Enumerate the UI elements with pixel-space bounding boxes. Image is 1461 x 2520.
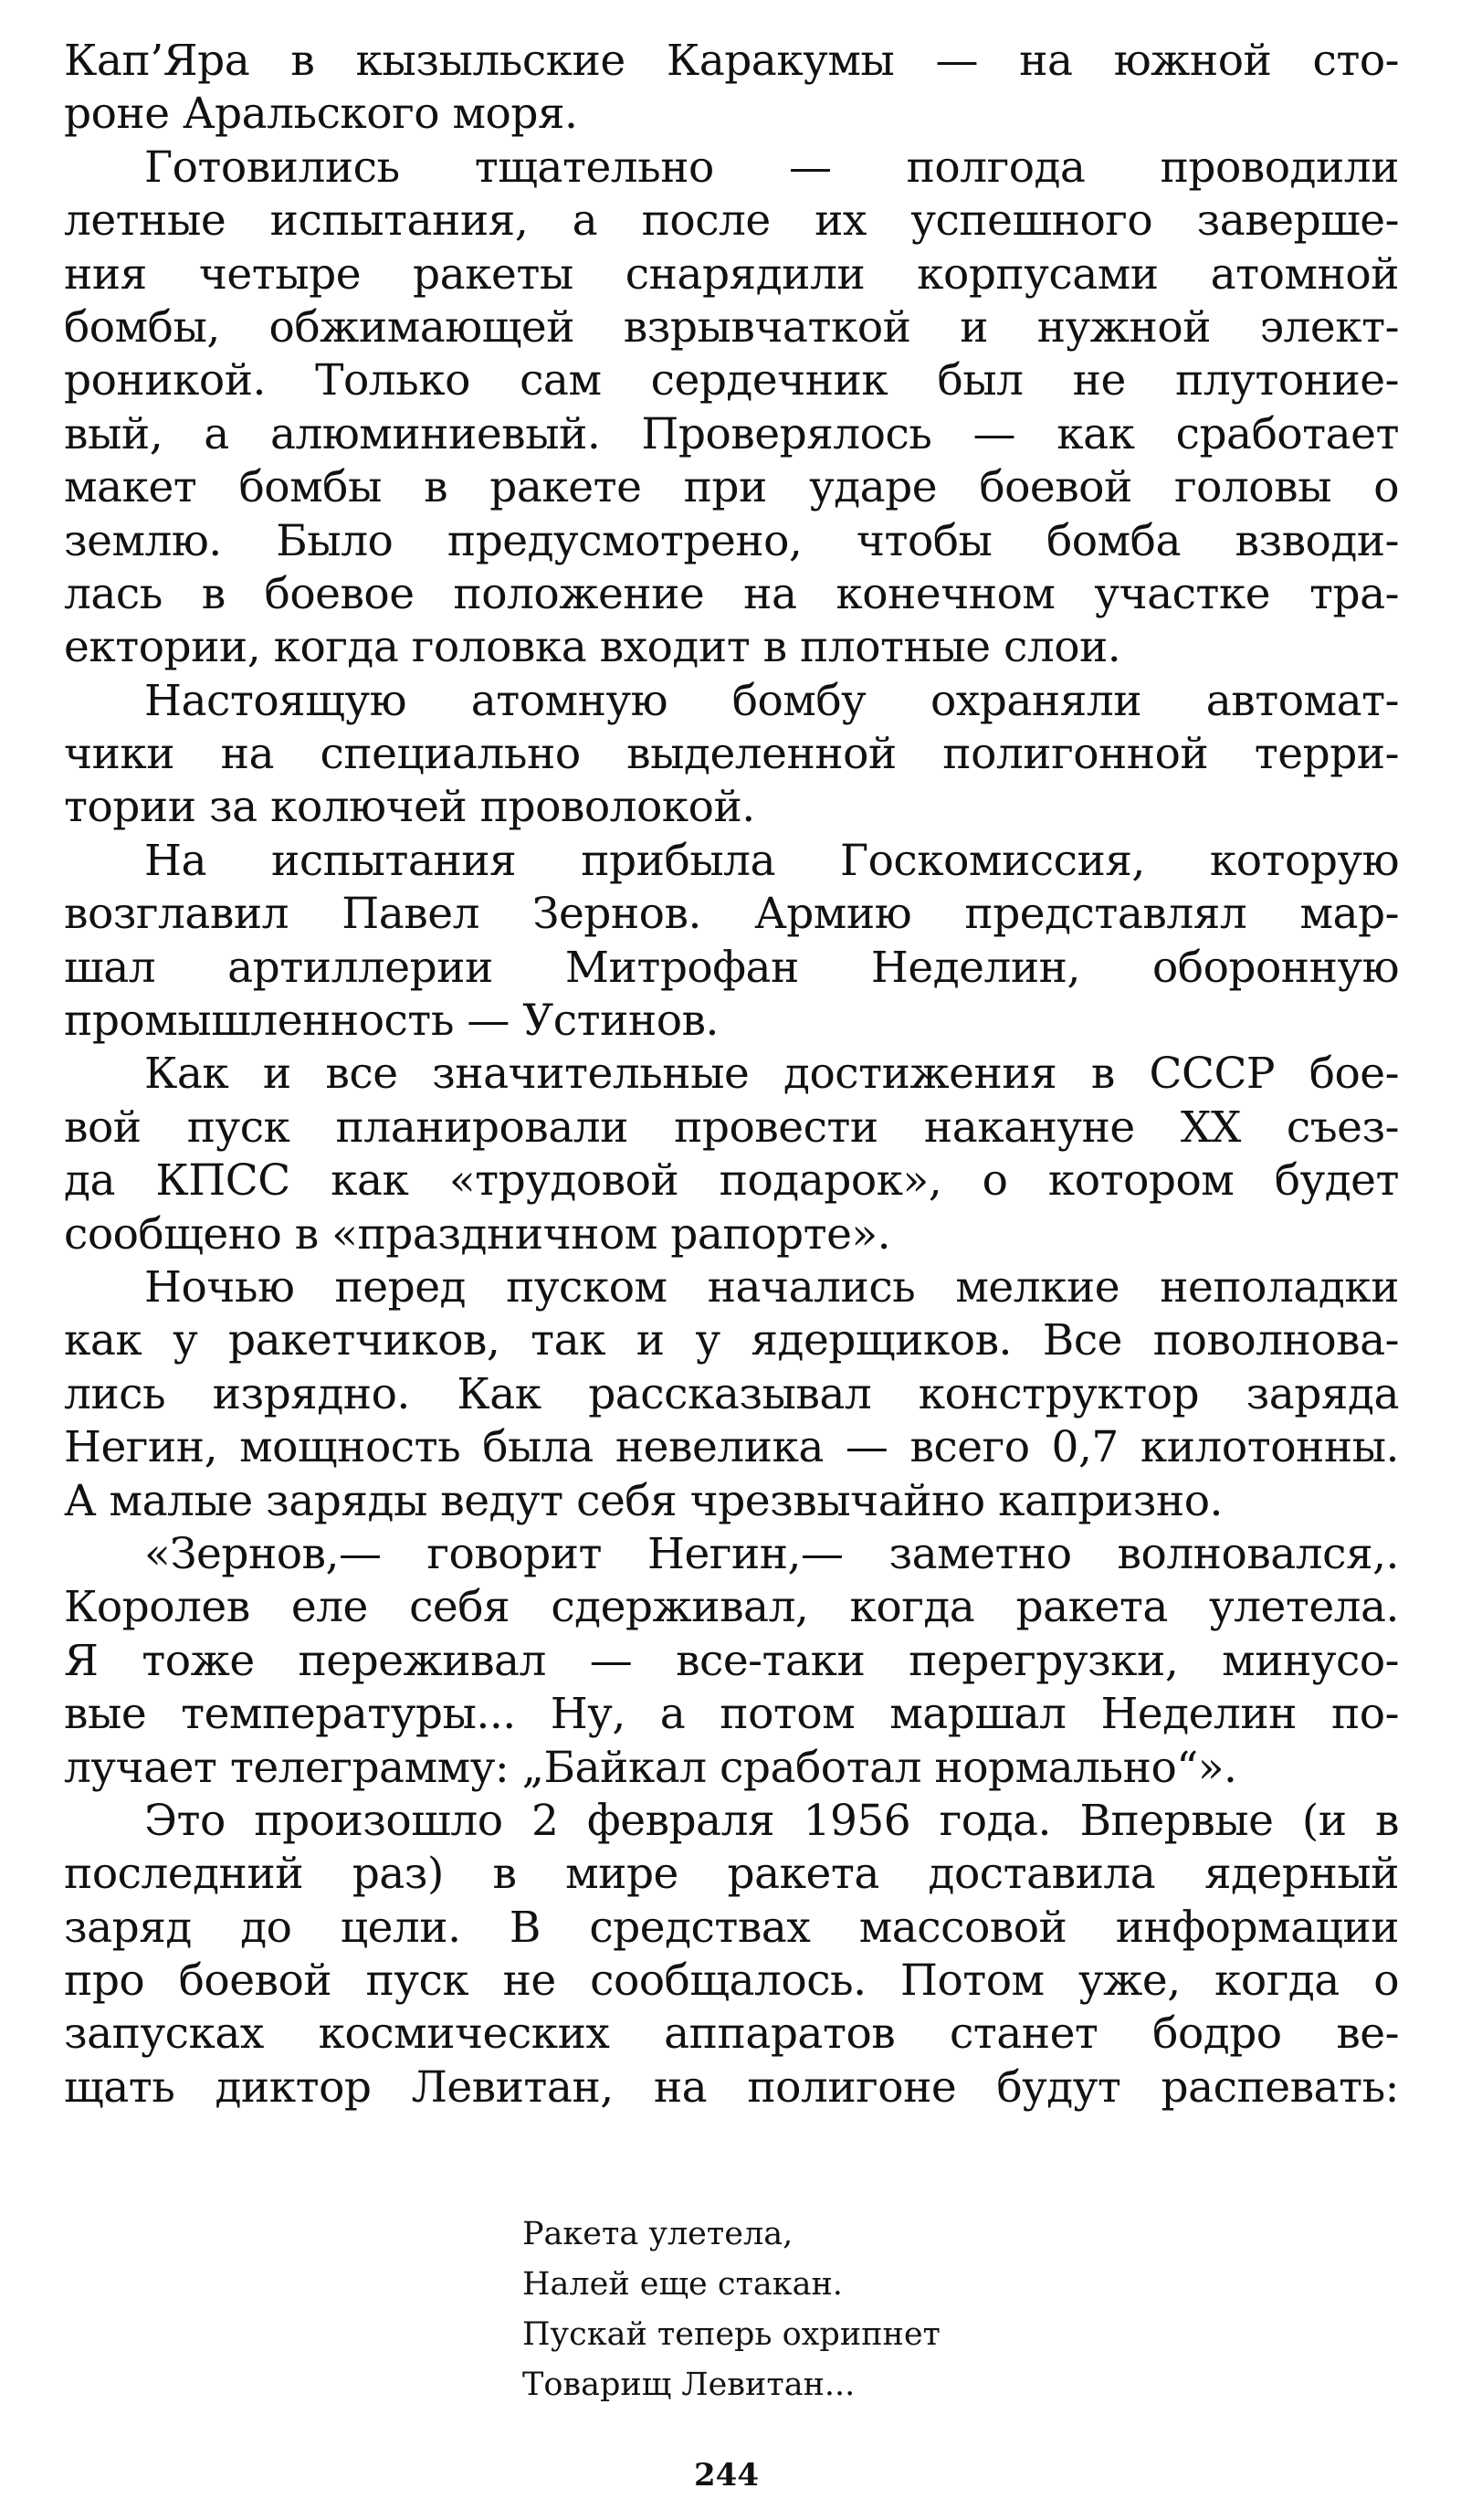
text-line: вый, а алюминиевый. Проверялось — как сработает <box>64 408 1399 459</box>
page-number: 244 <box>694 2457 759 2494</box>
text-line: лись изрядно. Как рассказывал конструктор заряда <box>64 1368 1399 1419</box>
text-line: Это произошло 2 февраля 1956 года. Впервые (и в <box>144 1795 1399 1846</box>
text-line: запусках космических аппаратов станет бодро ве- <box>64 2009 1399 2060</box>
text-line: ектории, когда головка входит в плотные слои. <box>64 622 1121 673</box>
text-line: роникой. Только сам сердечник был не плутоние- <box>64 355 1399 406</box>
text-line: Я тоже переживал — все-таки перегрузки, минусо- <box>64 1635 1399 1686</box>
text-line: последний раз) в мире ракета доставила ядерный <box>64 1849 1399 1900</box>
text-line: заряд до цели. В средствах массовой информации <box>64 1902 1399 1953</box>
text-line: Как и все значительные достижения в СССР бое- <box>144 1049 1399 1100</box>
text-line: как у ракетчиков, так и у ядерщиков. Все поволнова- <box>64 1315 1399 1366</box>
text-line: да КПСС как «трудовой подарок», о котором будет <box>64 1155 1399 1207</box>
poem-line: Пускай теперь охрипнет <box>522 2316 941 2353</box>
text-line: возглавил Павел Зернов. Армию представлял мар- <box>64 889 1399 940</box>
text-line: А малые заряды ведут себя чрезвычайно капризно. <box>64 1475 1223 1526</box>
text-line: лучает телеграмму: „Байкал сработал нормально“». <box>64 1742 1237 1793</box>
text-line: чики на специально выделенной полигонной терри- <box>64 729 1399 780</box>
text-line: сообщено в «праздничном рапорте». <box>64 1208 891 1260</box>
poem-quote <box>522 2209 941 2410</box>
poem-line: Налей еще стакан. <box>522 2266 843 2303</box>
text-line: тории за колючей проволокой. <box>64 782 755 833</box>
text-line: шал артиллерии Митрофан Неделин, оборонную <box>64 942 1399 993</box>
text-line: На испытания прибыла Госкомиссия, которую <box>144 835 1399 886</box>
text-line: вой пуск планировали провести накануне XX съез- <box>64 1102 1399 1153</box>
text-line: землю. Было предусмотрено, чтобы бомба взводи- <box>64 515 1399 566</box>
text-line: лась в боевое положение на конечном участке тра- <box>64 568 1399 619</box>
text-line: Готовились тщательно — полгода проводили <box>144 142 1399 193</box>
text-line: Кап’Яра в кызыльские Каракумы — на южной сто- <box>64 36 1399 86</box>
text-line: летные испытания, а после их успешного заверше- <box>64 195 1399 247</box>
text-line: макет бомбы в ракете при ударе боевой головы о <box>64 462 1399 513</box>
text-line: роне Аральского моря. <box>64 89 578 140</box>
text-line: Настоящую атомную бомбу охраняли автомат- <box>144 675 1399 726</box>
text-line: ния четыре ракеты снарядили корпусами атомной <box>64 248 1399 300</box>
text-line: промышленность — Устинов. <box>64 996 719 1047</box>
text-line: вые температуры... Ну, а потом маршал Неделин по- <box>64 1689 1399 1740</box>
poem-line: Товарищ Левитан... <box>522 2367 856 2403</box>
text-line: «Зернов,— говорит Негин,— заметно волновался,. <box>144 1528 1399 1579</box>
text-line: бомбы, обжимающей взрывчаткой и нужной элект- <box>64 301 1399 353</box>
text-line: Ночью перед пуском начались мелкие неполадки <box>144 1261 1399 1313</box>
text-line: про боевой пуск не сообщалось. Потом уже, когда о <box>64 1956 1399 2007</box>
text-line: Негин, мощность была невелика — всего 0,7 килотонны. <box>64 1422 1399 1473</box>
poem-line: Ракета улетела, <box>522 2216 794 2252</box>
body-text <box>64 35 1399 2114</box>
text-line: щать диктор Левитан, на полигоне будут распевать: <box>64 2061 1399 2113</box>
text-line: Королев еле себя сдерживал, когда ракета улетела. <box>64 1582 1399 1633</box>
